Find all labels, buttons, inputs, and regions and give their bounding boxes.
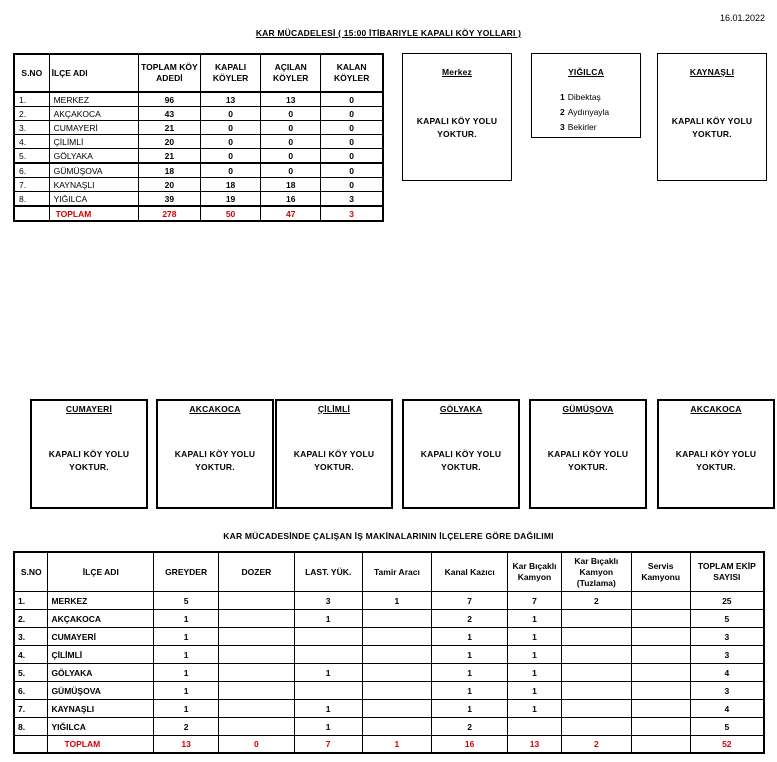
cell-value: 5 xyxy=(690,610,764,628)
total-blank xyxy=(14,206,49,221)
machinery-title: KAR MÜCADESİNDE ÇALIŞAN İŞ MAKİNALARININ İLÇELERE GÖRE DAĞILIMI xyxy=(223,531,554,541)
table-header-row xyxy=(14,54,383,92)
cell-value: 1 xyxy=(508,664,562,682)
cell-value xyxy=(561,628,631,646)
cell-value: 0 xyxy=(200,121,260,135)
box-title: GÜMÜŞOVA xyxy=(562,404,614,414)
col-header: LAST. YÜK. xyxy=(294,552,362,592)
cell-value: 20 xyxy=(138,178,200,192)
total-value: 0 xyxy=(219,736,295,754)
cell-value: 18 xyxy=(200,178,260,192)
cell-value: 0 xyxy=(261,163,321,178)
district-box-yigilca xyxy=(531,53,641,138)
cell-value xyxy=(631,718,690,736)
total-label: TOPLAM xyxy=(48,736,154,754)
district-name: GÜMÜŞOVA xyxy=(48,682,154,700)
cell-value xyxy=(631,646,690,664)
district-name: MERKEZ xyxy=(49,92,138,107)
total-row xyxy=(14,736,764,754)
cell-value xyxy=(362,628,432,646)
col-header: S.NO xyxy=(14,552,48,592)
col-header: S.NO xyxy=(14,54,49,92)
cell-value: 2 xyxy=(561,592,631,610)
cell-value: 1 xyxy=(508,646,562,664)
district-name: CUMAYERİ xyxy=(49,121,138,135)
box-title: AKCAKOCA xyxy=(189,404,241,414)
box-title: CUMAYERİ xyxy=(65,404,113,414)
col-header: Kanal Kazıcı xyxy=(432,552,508,592)
cell-value: 1 xyxy=(294,610,362,628)
box-message: KAPALI KÖY YOLU YOKTUR. xyxy=(675,449,757,472)
cell-value: 4 xyxy=(690,700,764,718)
col-header: Kar Bıçaklı Kamyon xyxy=(508,552,562,592)
cell-value: 3 xyxy=(690,628,764,646)
cell-value xyxy=(561,646,631,664)
cell-value xyxy=(362,718,432,736)
total-value: 47 xyxy=(261,206,321,221)
table-row xyxy=(14,646,764,664)
district-name: MERKEZ xyxy=(48,592,154,610)
cell-value xyxy=(294,628,362,646)
total-blank xyxy=(14,736,48,754)
cell-value: 1 xyxy=(154,646,219,664)
district-name: KAYNAŞLI xyxy=(49,178,138,192)
table-row xyxy=(14,92,383,107)
cell-value: 3 xyxy=(321,192,383,207)
table-row xyxy=(14,628,764,646)
row-number: 7. xyxy=(14,178,49,192)
row-number: 4. xyxy=(14,135,49,149)
col-header: Tamir Aracı xyxy=(362,552,432,592)
box-title: KAYNAŞLI xyxy=(689,67,735,77)
cell-value: 19 xyxy=(200,192,260,207)
cell-value: 0 xyxy=(321,178,383,192)
col-header: Servis Kamyonu xyxy=(631,552,690,592)
district-box-akcakoca xyxy=(156,399,274,509)
cell-value xyxy=(294,646,362,664)
cell-value xyxy=(631,592,690,610)
table-row xyxy=(14,592,764,610)
cell-value xyxy=(219,628,295,646)
box-title: ÇİLİMLİ xyxy=(317,404,351,414)
cell-value: 1 xyxy=(508,700,562,718)
cell-value: 1 xyxy=(432,628,508,646)
cell-value xyxy=(219,682,295,700)
cell-value: 0 xyxy=(261,121,321,135)
cell-value: 25 xyxy=(690,592,764,610)
cell-value xyxy=(294,682,362,700)
cell-value: 1 xyxy=(508,610,562,628)
cell-value: 20 xyxy=(138,135,200,149)
total-value: 2 xyxy=(561,736,631,754)
cell-value: 2 xyxy=(432,718,508,736)
total-value: 278 xyxy=(138,206,200,221)
table-row xyxy=(14,163,383,178)
row-number: 8. xyxy=(14,192,49,207)
cell-value xyxy=(631,682,690,700)
table-row xyxy=(14,121,383,135)
box-message: KAPALI KÖY YOLU YOKTUR. xyxy=(416,116,498,139)
row-number: 3. xyxy=(14,628,48,646)
list-item: 2 Aydınyayla xyxy=(560,107,610,117)
row-number: 6. xyxy=(14,682,48,700)
district-name: GÖLYAKA xyxy=(49,149,138,164)
total-value: 50 xyxy=(200,206,260,221)
cell-value: 13 xyxy=(261,92,321,107)
cell-value xyxy=(362,682,432,700)
cell-value: 43 xyxy=(138,107,200,121)
cell-value xyxy=(631,700,690,718)
cell-value: 39 xyxy=(138,192,200,207)
cell-value xyxy=(561,664,631,682)
table-row xyxy=(14,107,383,121)
cell-value: 1 xyxy=(154,700,219,718)
box-message: KAPALI KÖY YOLU YOKTUR. xyxy=(48,449,130,472)
col-header: AÇILAN KÖYLER xyxy=(261,54,321,92)
cell-value xyxy=(508,718,562,736)
cell-value: 0 xyxy=(200,107,260,121)
row-number: 1. xyxy=(14,592,48,610)
list-item: 1 Dibektaş xyxy=(560,92,601,102)
table-row xyxy=(14,192,383,207)
cell-value: 16 xyxy=(261,192,321,207)
table-row xyxy=(14,700,764,718)
district-name: ÇİLİMLİ xyxy=(48,646,154,664)
cell-value xyxy=(561,700,631,718)
closed-roads-title: KAR MÜCADELESİ ( 15:00 İTİBARIYLE KAPALI KÖY YOLLARI ) xyxy=(255,28,522,38)
table-row xyxy=(14,149,383,164)
cell-value: 0 xyxy=(200,149,260,164)
cell-value: 2 xyxy=(432,610,508,628)
cell-value xyxy=(561,682,631,700)
report-date: 16.01.2022 xyxy=(719,13,765,23)
row-number: 2. xyxy=(14,610,48,628)
cell-value: 0 xyxy=(321,135,383,149)
row-number: 5. xyxy=(14,149,49,164)
cell-value xyxy=(219,700,295,718)
district-name: AKÇAKOCA xyxy=(49,107,138,121)
col-header: Kar Bıçaklı Kamyon (Tuzlama) xyxy=(561,552,631,592)
cell-value: 0 xyxy=(261,149,321,164)
district-name: AKÇAKOCA xyxy=(48,610,154,628)
district-name: GÖLYAKA xyxy=(48,664,154,682)
district-box-cumayeri xyxy=(30,399,148,509)
cell-value: 1 xyxy=(154,664,219,682)
district-name: YIĞILCA xyxy=(48,718,154,736)
table-row xyxy=(14,682,764,700)
cell-value: 1 xyxy=(432,646,508,664)
cell-value: 1 xyxy=(362,592,432,610)
total-value: 3 xyxy=(321,206,383,221)
cell-value: 0 xyxy=(261,107,321,121)
closed-villages-table xyxy=(13,53,384,222)
total-value: 1 xyxy=(362,736,432,754)
box-message: KAPALI KÖY YOLU YOKTUR. xyxy=(293,449,375,472)
box-title: Merkez xyxy=(441,67,473,77)
cell-value xyxy=(362,664,432,682)
cell-value: 21 xyxy=(138,149,200,164)
cell-value: 3 xyxy=(294,592,362,610)
box-title: GÖLYAKA xyxy=(439,404,483,414)
cell-value xyxy=(561,718,631,736)
cell-value: 0 xyxy=(321,121,383,135)
closed-village-list xyxy=(560,90,640,135)
table-row xyxy=(14,664,764,682)
cell-value: 96 xyxy=(138,92,200,107)
cell-value: 5 xyxy=(690,718,764,736)
cell-value: 0 xyxy=(321,107,383,121)
cell-value xyxy=(219,718,295,736)
box-message: KAPALI KÖY YOLU YOKTUR. xyxy=(547,449,629,472)
district-name: GÜMÜŞOVA xyxy=(49,163,138,178)
box-message: KAPALI KÖY YOLU YOKTUR. xyxy=(420,449,502,472)
cell-value: 13 xyxy=(200,92,260,107)
row-number: 2. xyxy=(14,107,49,121)
total-value: 13 xyxy=(508,736,562,754)
district-name: CUMAYERİ xyxy=(48,628,154,646)
table-row xyxy=(14,718,764,736)
cell-value xyxy=(362,646,432,664)
total-value: 52 xyxy=(690,736,764,754)
total-value: 16 xyxy=(432,736,508,754)
box-title: AKCAKOCA xyxy=(690,404,742,414)
cell-value xyxy=(362,700,432,718)
cell-value xyxy=(219,664,295,682)
list-item: 3 Bekirler xyxy=(560,122,597,132)
total-value: 7 xyxy=(294,736,362,754)
cell-value: 0 xyxy=(321,149,383,164)
box-title: YIĞILCA xyxy=(568,67,604,77)
district-box-golyaka xyxy=(402,399,520,509)
table-row xyxy=(14,135,383,149)
cell-value: 1 xyxy=(508,682,562,700)
cell-value: 5 xyxy=(154,592,219,610)
col-header: İLÇE ADI xyxy=(48,552,154,592)
row-number: 8. xyxy=(14,718,48,736)
cell-value: 7 xyxy=(508,592,562,610)
cell-value: 0 xyxy=(200,135,260,149)
col-header: GREYDER xyxy=(154,552,219,592)
district-box-akcakoca-2 xyxy=(657,399,775,509)
cell-value: 1 xyxy=(432,700,508,718)
col-header: İLÇE ADI xyxy=(49,54,138,92)
cell-value xyxy=(631,664,690,682)
total-label: TOPLAM xyxy=(49,206,138,221)
row-number: 4. xyxy=(14,646,48,664)
cell-value: 18 xyxy=(261,178,321,192)
total-value xyxy=(631,736,690,754)
cell-value xyxy=(362,610,432,628)
district-box-gumusova xyxy=(529,399,647,509)
cell-value xyxy=(561,610,631,628)
row-number: 1. xyxy=(14,92,49,107)
row-number: 3. xyxy=(14,121,49,135)
cell-value: 7 xyxy=(432,592,508,610)
cell-value: 4 xyxy=(690,664,764,682)
box-message: KAPALI KÖY YOLU YOKTUR. xyxy=(671,116,753,139)
cell-value: 2 xyxy=(154,718,219,736)
col-header: KAPALI KÖYLER xyxy=(200,54,260,92)
district-box-merkez xyxy=(402,53,512,181)
cell-value: 3 xyxy=(690,646,764,664)
cell-value: 1 xyxy=(294,700,362,718)
row-number: 6. xyxy=(14,163,49,178)
row-number: 7. xyxy=(14,700,48,718)
col-header: DOZER xyxy=(219,552,295,592)
cell-value: 3 xyxy=(690,682,764,700)
total-value: 13 xyxy=(154,736,219,754)
cell-value: 1 xyxy=(154,682,219,700)
cell-value: 1 xyxy=(294,664,362,682)
table-header-row xyxy=(14,552,764,592)
cell-value: 18 xyxy=(138,163,200,178)
district-name: KAYNAŞLI xyxy=(48,700,154,718)
cell-value xyxy=(219,646,295,664)
district-box-kaynasli xyxy=(657,53,767,181)
cell-value: 1 xyxy=(432,682,508,700)
district-name: YIĞILCA xyxy=(49,192,138,207)
cell-value: 0 xyxy=(200,163,260,178)
cell-value: 1 xyxy=(154,610,219,628)
district-box-cilimli xyxy=(275,399,393,509)
cell-value xyxy=(631,610,690,628)
col-header: KALAN KÖYLER xyxy=(321,54,383,92)
district-name: ÇİLİMLİ xyxy=(49,135,138,149)
cell-value: 1 xyxy=(154,628,219,646)
machinery-table xyxy=(13,551,765,754)
row-number: 5. xyxy=(14,664,48,682)
cell-value: 0 xyxy=(261,135,321,149)
table-row xyxy=(14,610,764,628)
cell-value: 1 xyxy=(294,718,362,736)
cell-value xyxy=(219,610,295,628)
box-message: KAPALI KÖY YOLU YOKTUR. xyxy=(174,449,256,472)
cell-value: 1 xyxy=(508,628,562,646)
cell-value: 0 xyxy=(321,163,383,178)
col-header: TOPLAM KÖY ADEDİ xyxy=(138,54,200,92)
cell-value xyxy=(219,592,295,610)
total-row xyxy=(14,206,383,221)
table-row xyxy=(14,178,383,192)
cell-value xyxy=(631,628,690,646)
cell-value: 21 xyxy=(138,121,200,135)
cell-value: 0 xyxy=(321,92,383,107)
col-header: TOPLAM EKİP SAYISI xyxy=(690,552,764,592)
cell-value: 1 xyxy=(432,664,508,682)
